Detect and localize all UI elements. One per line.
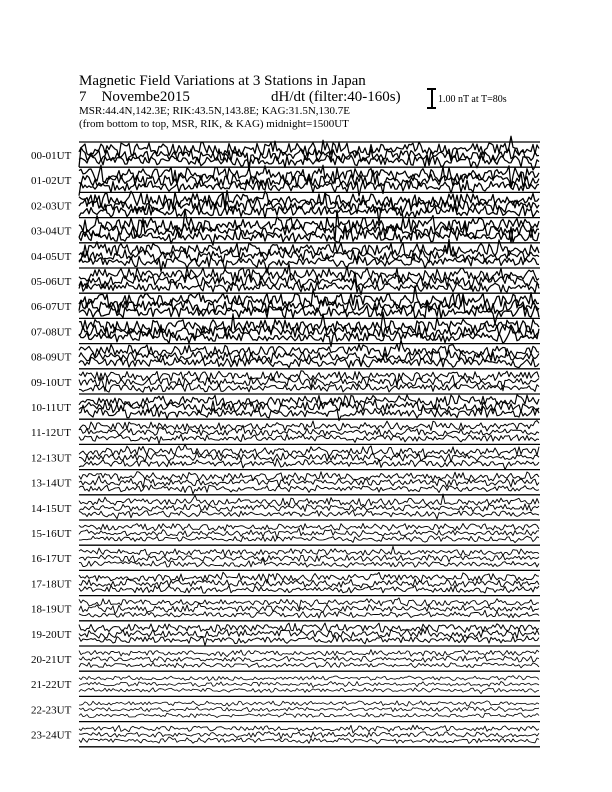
series-line-msr: [79, 510, 539, 519]
series-line-kag: [79, 239, 539, 257]
row-label: 19-20UT: [31, 628, 72, 641]
quantity-label: dH/dt (filter:40-160s): [271, 89, 401, 105]
series-line-rik: [79, 555, 539, 563]
row-label: 09-10UT: [31, 376, 72, 389]
series-line-msr: [79, 485, 539, 494]
series-line-msr: [79, 459, 539, 470]
series-line-kag: [79, 209, 539, 240]
series-line-rik: [79, 504, 539, 512]
series-line-msr: [79, 662, 539, 668]
series-line-msr: [79, 688, 539, 694]
series-line-kag: [79, 421, 539, 432]
row-label: 17-18UT: [31, 578, 72, 591]
row-label: 07-08UT: [31, 326, 72, 339]
series-line-rik: [79, 244, 539, 263]
series-line-rik: [79, 682, 539, 688]
station-order-note: (from bottom to top, MSR, RIK, & KAG) midnight=1500UT: [79, 118, 349, 130]
series-line-kag: [79, 494, 539, 506]
series-line-msr: [79, 179, 539, 196]
date-year: 2015: [159, 89, 190, 105]
series-line-msr: [79, 434, 539, 444]
series-line-kag: [79, 598, 539, 610]
series-line-kag: [79, 623, 539, 633]
series-line-kag: [79, 523, 539, 531]
row-label: 05-06UT: [31, 276, 72, 288]
row-label: 01-02UT: [31, 175, 72, 188]
series-line-msr: [79, 559, 539, 568]
row-label: 02-03UT: [31, 200, 72, 213]
series-line-rik: [79, 324, 539, 341]
row-label: 06-07UT: [31, 301, 72, 314]
series-line-msr: [79, 586, 539, 594]
row-label: 10-11UT: [31, 402, 71, 414]
row-label: 23-24UT: [31, 729, 72, 742]
scale-label: 1.00 nT at T=80s: [438, 94, 507, 105]
row-label: 22-23UT: [31, 704, 72, 717]
series-line-kag: [79, 676, 539, 681]
row-label: 18-19UT: [31, 603, 72, 616]
date-month: Novembe: [101, 89, 160, 105]
series-line-msr: [79, 279, 539, 295]
row-label: 13-14UT: [31, 477, 72, 490]
row-label: 20-21UT: [31, 654, 72, 666]
date-day: 7: [79, 89, 87, 105]
series-line-msr: [79, 253, 539, 273]
series-line-rik: [79, 707, 539, 712]
row-label: 21-22UT: [31, 679, 72, 692]
row-label: 04-05UT: [31, 250, 72, 263]
series-line-kag: [79, 725, 539, 733]
series-line-kag: [79, 701, 539, 706]
series-line-rik: [79, 579, 539, 588]
series-line-kag: [79, 371, 539, 387]
row-label: 14-15UT: [31, 502, 72, 515]
series-line-rik: [79, 732, 539, 739]
series-line-msr: [79, 357, 539, 368]
row-label: 08-09UT: [31, 351, 72, 364]
series-line-kag: [79, 650, 539, 657]
row-label: 15-16UT: [31, 528, 72, 540]
chart-title: Magnetic Field Variations at 3 Stations in Japan: [79, 73, 366, 89]
series-line-kag: [79, 546, 539, 556]
station-coordinates: MSR:44.4N,142.3E; RIK:43.5N,143.8E; KAG:31.5N,130.7E: [79, 105, 351, 117]
row-label: 16-17UT: [31, 553, 72, 566]
series-line-msr: [79, 636, 539, 646]
series-line-msr: [79, 713, 539, 718]
series-line-msr: [79, 384, 539, 393]
row-label: 00-01UT: [31, 150, 72, 162]
row-label: 12-13UT: [31, 452, 72, 465]
series-line-msr: [79, 737, 539, 744]
series-line-msr: [79, 536, 539, 543]
row-label: 11-12UT: [31, 427, 71, 440]
series-line-msr: [79, 204, 539, 223]
series-line-rik: [79, 656, 539, 662]
row-label: 03-04UT: [31, 225, 72, 238]
